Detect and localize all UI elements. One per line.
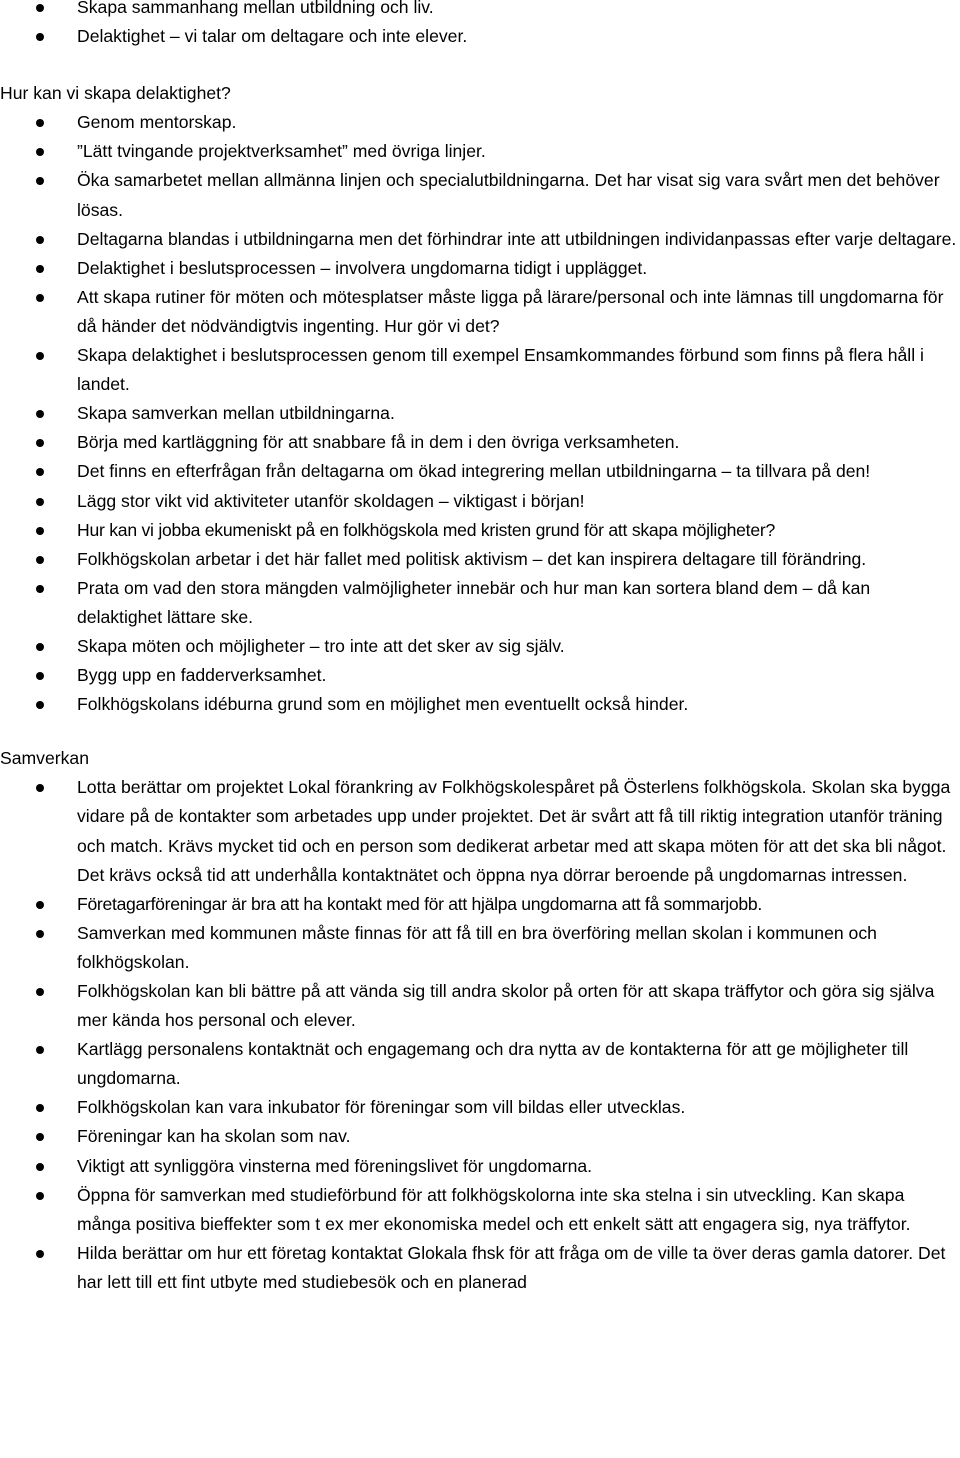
list-item bbox=[0, 487, 960, 516]
list-item bbox=[0, 1181, 960, 1239]
list-item-text: Delaktighet – vi talar om deltagare och inte elever. bbox=[77, 26, 468, 47]
bullet-list-delaktighet bbox=[0, 108, 960, 719]
list-item-text: Delaktighet i beslutsprocessen – involvera ungdomarna tidigt i upplägget. bbox=[77, 257, 648, 278]
bullet-icon bbox=[36, 498, 44, 506]
bullet-icon bbox=[36, 468, 44, 476]
bullet-icon bbox=[36, 643, 44, 651]
bullet-icon bbox=[36, 148, 44, 156]
list-item-text: Folkhögskolan arbetar i det här fallet med politisk aktivism – det kan inspirera deltagare till förändring. bbox=[77, 548, 867, 569]
bullet-list-intro bbox=[0, 0, 960, 51]
list-item-text: Skapa möten och möjligheter – tro inte att det sker av sig själv. bbox=[77, 635, 565, 656]
list-item bbox=[0, 690, 960, 719]
bullet-icon bbox=[36, 294, 44, 302]
list-item-text: Det finns en efterfrågan från deltagarna om ökad integrering mellan utbildningarna – ta tillvara på den! bbox=[77, 461, 871, 482]
list-item bbox=[0, 225, 960, 254]
bullet-icon bbox=[36, 527, 44, 535]
list-item bbox=[0, 341, 960, 399]
list-item-text: Deltagarna blandas i utbildningarna men det förhindrar inte att utbildningen individanpassas efter varje deltagare. bbox=[77, 228, 957, 249]
list-item bbox=[0, 428, 960, 457]
list-item bbox=[0, 545, 960, 574]
section-heading-delaktighet: Hur kan vi skapa delaktighet? bbox=[0, 83, 231, 104]
list-item-text: Hilda berättar om hur ett företag kontaktat Glokala fhsk för att fråga om de ville ta över deras gamla datorer. Det har lett till ett fint utbyte med studiebesök och en planerad bbox=[77, 1242, 951, 1292]
list-item-text: Folkhögskolan kan vara inkubator för föreningar som vill bildas eller utvecklas. bbox=[77, 1097, 686, 1118]
list-item bbox=[0, 254, 960, 283]
list-item-text: Öka samarbetet mellan allmänna linjen och specialutbildningarna. Det har visat sig vara svårt men det behöver lösas. bbox=[77, 170, 945, 220]
bullet-icon bbox=[36, 352, 44, 360]
list-item-text: Genom mentorskap. bbox=[77, 112, 237, 133]
paragraph-spacer bbox=[0, 719, 960, 744]
bullet-icon bbox=[36, 1163, 44, 1171]
bullet-icon bbox=[36, 33, 44, 41]
bullet-icon bbox=[36, 1046, 44, 1054]
list-item bbox=[0, 574, 960, 632]
list-item bbox=[0, 773, 960, 889]
paragraph-spacer bbox=[0, 51, 960, 79]
list-item bbox=[0, 516, 960, 545]
bullet-icon bbox=[36, 988, 44, 996]
list-item bbox=[0, 399, 960, 428]
list-item bbox=[0, 1239, 960, 1297]
bullet-icon bbox=[36, 701, 44, 709]
list-item-text: Prata om vad den stora mängden valmöjligheter innebär och hur man kan sortera bland dem – då kan delaktighet lättare ske. bbox=[77, 577, 876, 627]
list-item-text: Att skapa rutiner för möten och mötesplatser måste ligga på lärare/personal och inte lämnas till ungdomarna för då händer det nödvändigtvis ingenting. Hur gör vi det? bbox=[77, 286, 949, 336]
list-item bbox=[0, 919, 960, 977]
list-item-text: Skapa sammanhang mellan utbildning och liv. bbox=[77, 0, 434, 17]
list-item bbox=[0, 661, 960, 690]
list-item bbox=[0, 977, 960, 1035]
list-item bbox=[0, 457, 960, 486]
bullet-icon bbox=[36, 439, 44, 447]
list-item bbox=[0, 1152, 960, 1181]
list-item bbox=[0, 108, 960, 137]
list-item-text: Kartlägg personalens kontaktnät och engagemang och dra nytta av de kontakterna för att ge möjligheter till ungdomarna. bbox=[77, 1039, 914, 1089]
list-item-text: ”Lätt tvingande projektverksamhet” med övriga linjer. bbox=[77, 141, 486, 162]
list-item bbox=[0, 632, 960, 661]
bullet-icon bbox=[36, 1192, 44, 1200]
bullet-icon bbox=[36, 1104, 44, 1112]
bullet-icon bbox=[36, 177, 44, 185]
bullet-icon bbox=[36, 410, 44, 418]
bullet-icon bbox=[36, 1250, 44, 1258]
section-heading-samverkan: Samverkan bbox=[0, 748, 89, 769]
list-item-text: Viktigt att synliggöra vinsterna med föreningslivet för ungdomarna. bbox=[77, 1155, 593, 1176]
bullet-icon bbox=[36, 1133, 44, 1141]
bullet-list-samverkan bbox=[0, 773, 960, 1297]
list-item bbox=[0, 166, 960, 224]
list-item bbox=[0, 0, 960, 22]
bullet-icon bbox=[36, 672, 44, 680]
bullet-icon bbox=[36, 930, 44, 938]
list-item bbox=[0, 890, 960, 919]
list-item-text: Börja med kartläggning för att snabbare få in dem i den övriga verksamheten. bbox=[77, 432, 680, 453]
list-item bbox=[0, 1122, 960, 1151]
bullet-icon bbox=[36, 556, 44, 564]
list-item bbox=[0, 1035, 960, 1093]
list-item-text: Lotta berättar om projektet Lokal förankring av Folkhögskolespåret på Österlens folkhögskola. Skolan ska bygga vidare på de kontakter som arbetades upp under projektet. Det är svårt att få till riktig integration utanför träning och match. Krävs mycket tid och en person som dedikerat arbetar med att skapa möten för att det ska bli något. Det krävs också tid att underhålla kontaktnätet och öppna nya dörrar beroende på ungdomarnas intressen. bbox=[77, 777, 956, 885]
bullet-icon bbox=[36, 901, 44, 909]
bullet-icon bbox=[36, 784, 44, 792]
list-item-text: Folkhögskolans idéburna grund som en möjlighet men eventuellt också hinder. bbox=[77, 694, 689, 715]
list-item-text: Folkhögskolan kan bli bättre på att vända sig till andra skolor på orten för att skapa träffytor och göra sig själva mer kända hos personal och elever. bbox=[77, 981, 940, 1031]
list-item bbox=[0, 283, 960, 341]
list-item-text: Hur kan vi jobba ekumeniskt på en folkhögskola med kristen grund för att skapa möjligheter? bbox=[77, 519, 776, 540]
bullet-icon bbox=[36, 4, 44, 12]
list-item bbox=[0, 1093, 960, 1122]
list-item-text: Företagarföreningar är bra att ha kontakt med för att hjälpa ungdomarna att få sommarjobb. bbox=[77, 893, 762, 914]
bullet-icon bbox=[36, 585, 44, 593]
list-item-text: Öppna för samverkan med studieförbund för att folkhögskolorna inte ska stelna i sin utveckling. Kan skapa många positiva bieffekter som t ex mer ekonomiska medel och ett enkelt sätt att engagera sig, nya träffytor. bbox=[77, 1184, 911, 1234]
bullet-icon bbox=[36, 236, 44, 244]
bullet-icon bbox=[36, 265, 44, 273]
list-item bbox=[0, 22, 960, 51]
list-item-text: Föreningar kan ha skolan som nav. bbox=[77, 1126, 351, 1147]
list-item-text: Skapa samverkan mellan utbildningarna. bbox=[77, 403, 395, 424]
list-item-text: Samverkan med kommunen måste finnas för att få till en bra överföring mellan skolan i kommunen och folkhögskolan. bbox=[77, 922, 882, 972]
list-item bbox=[0, 137, 960, 166]
bullet-icon bbox=[36, 119, 44, 127]
list-item-text: Skapa delaktighet i beslutsprocessen genom till exempel Ensamkommandes förbund som finns på flera håll i landet. bbox=[77, 345, 929, 395]
list-item-text: Bygg upp en fadderverksamhet. bbox=[77, 665, 327, 686]
list-item-text: Lägg stor vikt vid aktiviteter utanför skoldagen – viktigast i början! bbox=[77, 490, 585, 511]
